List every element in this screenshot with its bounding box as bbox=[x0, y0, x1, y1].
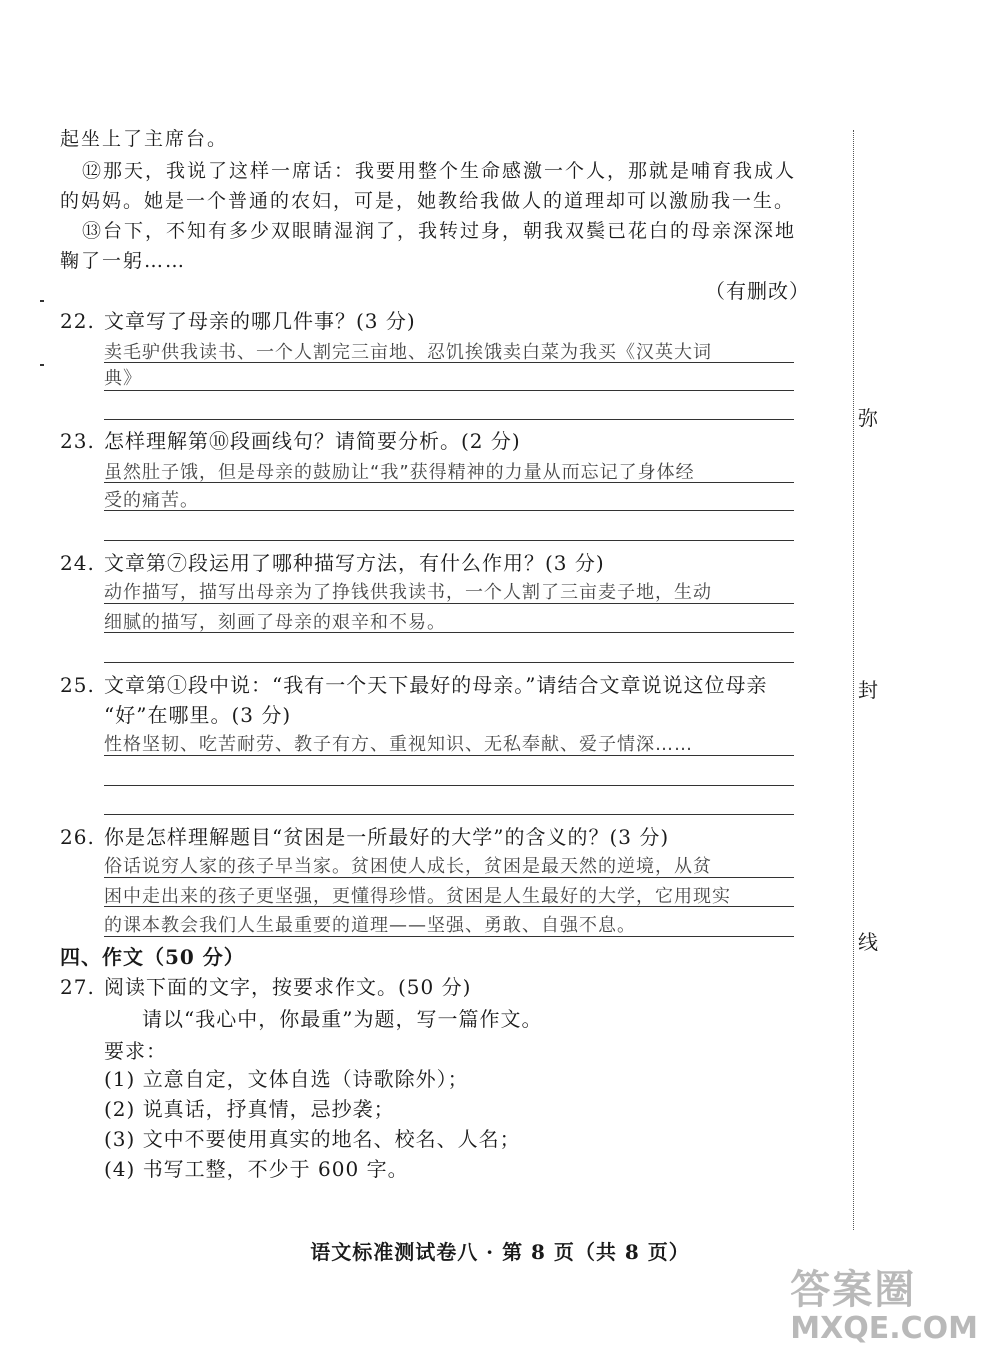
question-number: 24. bbox=[60, 551, 95, 575]
question-26 bbox=[60, 822, 669, 852]
question-text: 你是怎样理解题目“贫困是一所最好的大学”的含义的？(3 分) bbox=[104, 825, 670, 849]
passage-paragraph-13-line-1: ⑬台下，不知有多少双眼睛湿润了，我转过身，朝我双鬓已花白的母亲深深地 bbox=[82, 220, 797, 242]
answer-rule bbox=[104, 540, 794, 541]
question-24 bbox=[60, 548, 605, 578]
margin-tick bbox=[40, 364, 44, 366]
requirements-label: 要求： bbox=[104, 1039, 167, 1063]
binding-dotted-line bbox=[853, 130, 854, 1230]
answer-rule bbox=[104, 482, 794, 483]
watermark-logo bbox=[790, 1268, 978, 1346]
answer-26-line-2: 困中走出来的孩子更坚强，更懂得珍惜。贫困是人生最好的大学，它用现实 bbox=[104, 886, 731, 907]
question-number: 25. bbox=[60, 673, 95, 697]
question-text: 文章第⑦段运用了哪种描写方法，有什么作用？(3 分) bbox=[104, 551, 605, 575]
question-number: 27. bbox=[60, 975, 95, 999]
requirement-4: (4) 书写工整，不少于 600 字。 bbox=[104, 1157, 409, 1181]
margin-tick bbox=[40, 300, 44, 302]
answer-rule bbox=[104, 877, 794, 878]
answer-rule bbox=[104, 936, 794, 937]
answer-24-line-2: 细腻的描写，刻画了母亲的艰辛和不易。 bbox=[104, 612, 446, 633]
question-23 bbox=[60, 426, 521, 456]
requirement-2: (2) 说真话，抒真情，忌抄袭； bbox=[104, 1097, 395, 1121]
answer-rule bbox=[104, 906, 794, 907]
question-text: 怎样理解第⑩段画线句？请简要分析。(2 分) bbox=[104, 429, 521, 453]
requirement-1: (1) 立意自定，文体自选（诗歌除外）； bbox=[104, 1067, 469, 1091]
question-number: 26. bbox=[60, 825, 95, 849]
answer-rule bbox=[104, 419, 794, 420]
answer-23-line-2: 受的痛苦。 bbox=[104, 490, 199, 511]
question-25 bbox=[60, 670, 767, 700]
answer-rule bbox=[104, 510, 794, 511]
answer-rule bbox=[104, 785, 794, 786]
answer-26-line-3: 的课本教会我们人生最重要的道理——坚强、勇敢、自强不息。 bbox=[104, 915, 636, 936]
answer-rule bbox=[104, 603, 794, 604]
answer-26-line-1: 俗话说穷人家的孩子早当家。贫困使人成长，贫困是最天然的逆境，从贫 bbox=[104, 856, 712, 877]
answer-rule bbox=[104, 390, 794, 391]
section-heading-essay: 四、作文（50 分） bbox=[60, 945, 245, 969]
essay-topic: 请以“我心中，你最重”为题，写一篇作文。 bbox=[142, 1007, 543, 1031]
margin-seal-char-3: 线 bbox=[858, 930, 878, 954]
passage-line-1: 起坐上了主席台。 bbox=[60, 128, 229, 150]
margin-seal-char-1: 弥 bbox=[858, 406, 878, 430]
question-25-continued: “好”在哪里。(3 分) bbox=[104, 703, 292, 727]
question-number: 23. bbox=[60, 429, 95, 453]
requirement-3: (3) 文中不要使用真实的地名、校名、人名； bbox=[104, 1127, 521, 1151]
watermark-url: MXQE.COM bbox=[790, 1311, 978, 1346]
question-text: 文章第①段中说：“我有一个天下最好的母亲。”请结合文章说说这位母亲 bbox=[104, 673, 768, 697]
source-note: （有删改） bbox=[705, 279, 810, 303]
margin-seal-char-2: 封 bbox=[858, 678, 878, 702]
question-number: 22. bbox=[60, 309, 95, 333]
passage-paragraph-12-line-2: 的妈妈。她是一个普通的农妇，可是，她教给我做人的道理却可以激励我一生。 bbox=[60, 190, 796, 212]
question-text: 阅读下面的文字，按要求作文。(50 分) bbox=[104, 975, 472, 999]
answer-rule bbox=[104, 632, 794, 633]
answer-24-line-1: 动作描写，描写出母亲为了挣钱供我读书，一个人割了三亩麦子地，生动 bbox=[104, 582, 712, 603]
question-22 bbox=[60, 306, 416, 336]
answer-rule bbox=[104, 362, 794, 363]
answer-22-line-2: 典》 bbox=[104, 368, 142, 389]
watermark-title: 答案圈 bbox=[790, 1267, 917, 1313]
answer-25-line-1: 性格坚韧、吃苦耐劳、教子有方、重视知识、无私奉献、爱子情深…… bbox=[104, 734, 693, 755]
answer-rule bbox=[104, 755, 794, 756]
question-text: 文章写了母亲的哪几件事？(3 分) bbox=[104, 309, 416, 333]
page-footer: 语文标准测试卷八 · 第 8 页（共 8 页） bbox=[310, 1240, 690, 1264]
answer-rule bbox=[104, 814, 794, 815]
answer-23-line-1: 虽然肚子饿，但是母亲的鼓励让“我”获得精神的力量从而忘记了身体经 bbox=[104, 462, 695, 483]
passage-paragraph-13-line-2: 鞠了一躬…… bbox=[60, 250, 187, 272]
answer-22-line-1: 卖毛驴供我读书、一个人割完三亩地、忍饥挨饿卖白菜为我买《汉英大词 bbox=[104, 342, 712, 363]
answer-rule bbox=[104, 662, 794, 663]
question-27 bbox=[60, 972, 471, 1002]
passage-paragraph-12-line-1: ⑫那天，我说了这样一席话：我要用整个生命感激一个人，那就是哺育我成人 bbox=[82, 160, 797, 182]
